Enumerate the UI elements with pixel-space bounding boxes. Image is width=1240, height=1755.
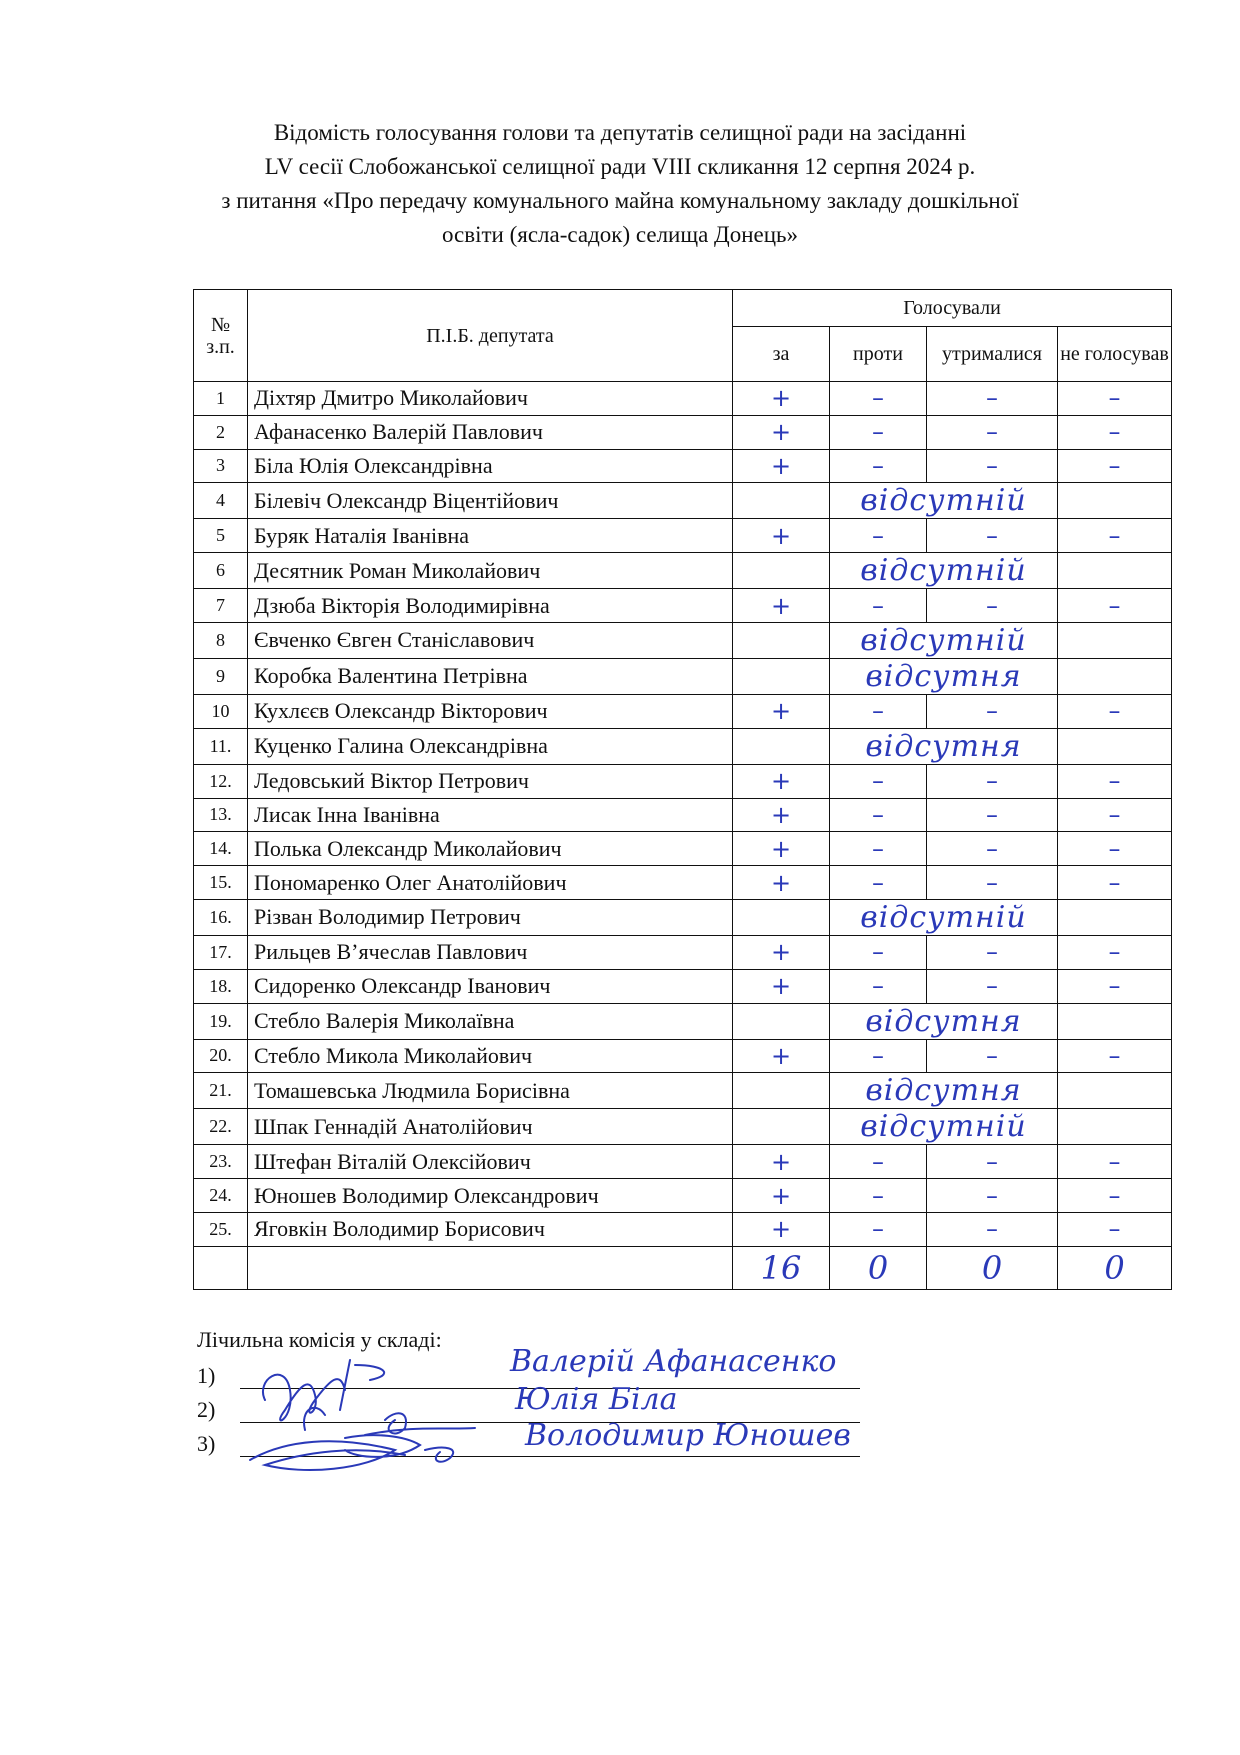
vote-against: – [830, 764, 927, 798]
vote-for: + [733, 866, 830, 900]
vote-against: – [830, 449, 927, 483]
vote-against: – [830, 1039, 927, 1073]
vote-abstained: – [927, 415, 1058, 449]
row-number: 15. [194, 866, 248, 900]
table-row [194, 764, 1172, 798]
voting-table [193, 289, 1172, 1290]
row-number: 16. [194, 899, 248, 935]
row-number: 17. [194, 935, 248, 969]
vote-for: + [733, 694, 830, 728]
vote-not-voted: – [1058, 1039, 1172, 1073]
vote-not-voted: – [1058, 866, 1172, 900]
vote-for: + [733, 589, 830, 623]
deputy-name: Діхтяр Дмитро Миколайович [248, 382, 733, 416]
vote-not-voted: – [1058, 832, 1172, 866]
table-row [194, 622, 1172, 658]
deputy-name: Штефан Віталій Олексійович [248, 1145, 733, 1179]
commission-num-3: 3) [197, 1431, 216, 1456]
row-number: 13. [194, 798, 248, 832]
signature-name-2: Юлія Біла [515, 1382, 678, 1417]
row-number: 25. [194, 1212, 248, 1246]
row-number: 23. [194, 1145, 248, 1179]
vote-for [733, 658, 830, 694]
table-row [194, 728, 1172, 764]
vote-abstained: – [927, 969, 1058, 1003]
row-number: 22. [194, 1109, 248, 1145]
vote-not-voted: – [1058, 449, 1172, 483]
deputy-name: Стебло Микола Миколайович [248, 1039, 733, 1073]
vote-not-voted [1058, 728, 1172, 764]
row-number: 10 [194, 694, 248, 728]
deputy-name: Стебло Валерія Миколаївна [248, 1003, 733, 1039]
vote-against: – [830, 866, 927, 900]
vote-not-voted: – [1058, 764, 1172, 798]
row-number: 21. [194, 1073, 248, 1109]
title-line-2: LV сесії Слобожанської селищної ради VIII скликання 12 серпня 2024 р. [264, 154, 976, 179]
vote-abstained: – [927, 1179, 1058, 1213]
table-row [194, 899, 1172, 935]
table-row [194, 382, 1172, 416]
row-number: 5 [194, 519, 248, 553]
vote-abstained: – [927, 764, 1058, 798]
title-line-3: з питання «Про передачу комунального майна комунальному закладу дошкільної [221, 188, 1019, 213]
vote-not-voted [1058, 899, 1172, 935]
vote-against: – [830, 589, 927, 623]
vote-for: + [733, 382, 830, 416]
vote-against: – [830, 798, 927, 832]
header-against: проти [830, 327, 927, 382]
total-against: 0 [830, 1246, 927, 1289]
vote-abstained: – [927, 1145, 1058, 1179]
vote-not-voted: – [1058, 1145, 1172, 1179]
vote-against: – [830, 382, 927, 416]
absent-mark: відсутня [830, 1073, 1058, 1109]
total-for: 16 [733, 1246, 830, 1289]
commission-num-1: 1) [197, 1363, 216, 1388]
vote-abstained: – [927, 798, 1058, 832]
total-not-voted: 0 [1058, 1246, 1172, 1289]
absent-mark: відсутня [830, 1003, 1058, 1039]
table-row [194, 1003, 1172, 1039]
row-number: 7 [194, 589, 248, 623]
vote-against: – [830, 832, 927, 866]
header-num: № з.п. [194, 290, 248, 382]
totals-empty-name [248, 1246, 733, 1289]
vote-for [733, 553, 830, 589]
row-number: 19. [194, 1003, 248, 1039]
header-abstained: утрималися [927, 327, 1058, 382]
row-number: 3 [194, 449, 248, 483]
table-row [194, 553, 1172, 589]
vote-for [733, 1003, 830, 1039]
vote-against: – [830, 969, 927, 1003]
vote-for: + [733, 969, 830, 1003]
row-number: 14. [194, 832, 248, 866]
table-row [194, 1179, 1172, 1213]
vote-not-voted: – [1058, 519, 1172, 553]
vote-for: + [733, 1179, 830, 1213]
vote-not-voted: – [1058, 1212, 1172, 1246]
deputy-name: Лисак Інна Іванівна [248, 798, 733, 832]
absent-mark: відсутній [830, 1109, 1058, 1145]
vote-for [733, 1109, 830, 1145]
vote-abstained: – [927, 832, 1058, 866]
absent-mark: відсутня [830, 658, 1058, 694]
deputy-name: Кухлєєв Олександр Вікторович [248, 694, 733, 728]
table-row [194, 935, 1172, 969]
deputy-name: Сидоренко Олександр Іванович [248, 969, 733, 1003]
commission-num-2: 2) [197, 1397, 216, 1422]
vote-against: – [830, 1179, 927, 1213]
absent-mark: відсутній [830, 622, 1058, 658]
table-row [194, 483, 1172, 519]
row-number: 24. [194, 1179, 248, 1213]
deputy-name: Біла Юлія Олександрівна [248, 449, 733, 483]
totals-row [194, 1246, 1172, 1289]
deputy-name: Шпак Геннадій Анатолійович [248, 1109, 733, 1145]
deputy-name: Десятник Роман Миколайович [248, 553, 733, 589]
row-number: 11. [194, 728, 248, 764]
vote-not-voted [1058, 1003, 1172, 1039]
deputy-name: Рильцев В’ячеслав Павлович [248, 935, 733, 969]
title-line-4: освіти (ясла-садок) селища Донець» [441, 222, 799, 247]
vote-abstained: – [927, 935, 1058, 969]
table-row [194, 969, 1172, 1003]
handwritten-signatures [245, 1340, 505, 1490]
vote-for [733, 1073, 830, 1109]
table-row [194, 866, 1172, 900]
table-row [194, 1039, 1172, 1073]
row-number: 18. [194, 969, 248, 1003]
deputy-name: Ледовський Віктор Петрович [248, 764, 733, 798]
vote-for [733, 622, 830, 658]
row-number: 9 [194, 658, 248, 694]
vote-abstained: – [927, 519, 1058, 553]
header-for: за [733, 327, 830, 382]
vote-not-voted [1058, 553, 1172, 589]
table-row [194, 1212, 1172, 1246]
absent-mark: відсутній [830, 483, 1058, 519]
deputy-name: Євченко Євген Станіславович [248, 622, 733, 658]
vote-for: + [733, 449, 830, 483]
table-row [194, 1073, 1172, 1109]
vote-abstained: – [927, 1212, 1058, 1246]
vote-not-voted: – [1058, 798, 1172, 832]
table-row [194, 415, 1172, 449]
header-name: П.І.Б. депутата [248, 290, 733, 382]
table-row [194, 449, 1172, 483]
vote-abstained: – [927, 449, 1058, 483]
row-number: 4 [194, 483, 248, 519]
vote-for: + [733, 935, 830, 969]
table-row [194, 589, 1172, 623]
vote-not-voted: – [1058, 382, 1172, 416]
totals-empty-num [194, 1246, 248, 1289]
vote-abstained: – [927, 1039, 1058, 1073]
header-voted: Голосували [733, 290, 1172, 327]
table-row [194, 1145, 1172, 1179]
table-row [194, 519, 1172, 553]
vote-for [733, 899, 830, 935]
vote-for: + [733, 1212, 830, 1246]
deputy-name: Томашевська Людмила Борисівна [248, 1073, 733, 1109]
vote-for: + [733, 764, 830, 798]
row-number: 1 [194, 382, 248, 416]
table-row [194, 658, 1172, 694]
vote-not-voted [1058, 622, 1172, 658]
vote-for [733, 483, 830, 519]
deputy-name: Дзюба Вікторія Володимирівна [248, 589, 733, 623]
deputy-name: Різван Володимир Петрович [248, 899, 733, 935]
row-number: 6 [194, 553, 248, 589]
vote-for: + [733, 832, 830, 866]
vote-abstained: – [927, 694, 1058, 728]
deputy-name: Білевіч Олександр Віцентійович [248, 483, 733, 519]
table-body [194, 382, 1172, 1247]
deputy-name: Афанасенко Валерій Павлович [248, 415, 733, 449]
vote-for: + [733, 1145, 830, 1179]
vote-not-voted [1058, 1109, 1172, 1145]
vote-abstained: – [927, 866, 1058, 900]
vote-not-voted: – [1058, 694, 1172, 728]
deputy-name: Яговкін Володимир Борисович [248, 1212, 733, 1246]
vote-not-voted [1058, 1073, 1172, 1109]
absent-mark: відсутня [830, 728, 1058, 764]
vote-against: – [830, 415, 927, 449]
absent-mark: відсутній [830, 899, 1058, 935]
vote-not-voted [1058, 658, 1172, 694]
vote-not-voted: – [1058, 1179, 1172, 1213]
deputy-name: Полька Олександр Миколайович [248, 832, 733, 866]
signature-name-1: Валерій Афанасенко [510, 1344, 837, 1379]
table-row [194, 1109, 1172, 1145]
vote-for: + [733, 1039, 830, 1073]
total-abstained: 0 [927, 1246, 1058, 1289]
vote-against: – [830, 694, 927, 728]
deputy-name: Пономаренко Олег Анатолійович [248, 866, 733, 900]
deputy-name: Куценко Галина Олександрівна [248, 728, 733, 764]
absent-mark: відсутній [830, 553, 1058, 589]
vote-not-voted: – [1058, 969, 1172, 1003]
row-number: 2 [194, 415, 248, 449]
signature-name-3: Володимир Юношев [525, 1418, 851, 1453]
vote-against: – [830, 519, 927, 553]
vote-not-voted [1058, 483, 1172, 519]
table-row [194, 694, 1172, 728]
vote-for: + [733, 519, 830, 553]
vote-not-voted: – [1058, 935, 1172, 969]
row-number: 20. [194, 1039, 248, 1073]
vote-for: + [733, 415, 830, 449]
deputy-name: Буряк Наталія Іванівна [248, 519, 733, 553]
vote-not-voted: – [1058, 589, 1172, 623]
document-title [140, 116, 1100, 252]
vote-abstained: – [927, 382, 1058, 416]
header-not-voted: не голосував [1058, 327, 1172, 382]
table-row [194, 832, 1172, 866]
vote-for [733, 728, 830, 764]
vote-not-voted: – [1058, 415, 1172, 449]
title-line-1: Відомість голосування голови та депутатів селищної ради на засіданні [273, 120, 967, 145]
vote-abstained: – [927, 589, 1058, 623]
vote-against: – [830, 935, 927, 969]
table-row [194, 798, 1172, 832]
row-number: 8 [194, 622, 248, 658]
vote-for: + [733, 798, 830, 832]
row-number: 12. [194, 764, 248, 798]
deputy-name: Юношев Володимир Олександрович [248, 1179, 733, 1213]
vote-against: – [830, 1145, 927, 1179]
commission-label: Лічильна комісія у складі: [197, 1327, 442, 1352]
deputy-name: Коробка Валентина Петрівна [248, 658, 733, 694]
vote-against: – [830, 1212, 927, 1246]
